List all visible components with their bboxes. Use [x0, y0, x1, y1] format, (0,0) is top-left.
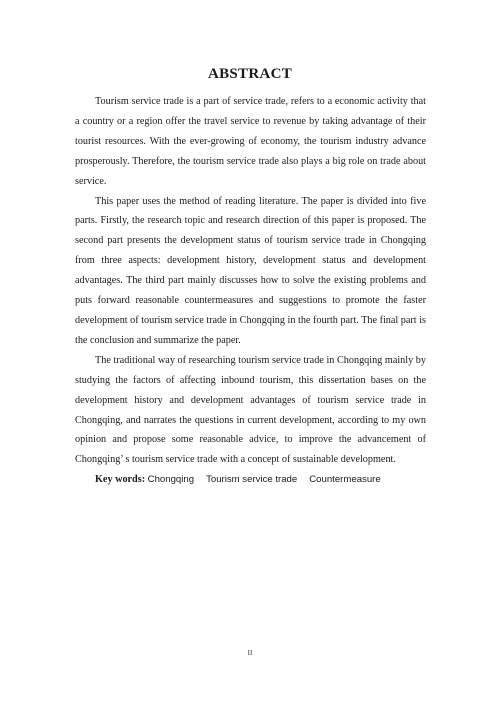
keywords-label: Key words: [95, 474, 146, 486]
keyword-item: Chongqing [147, 474, 195, 486]
abstract-title: ABSTRACT [207, 66, 293, 82]
abstract-paragraph-2: This paper uses the method of reading literature. The paper is divided into five parts. Firstly, the research topic and research direction of this paper is proposed. The second part presents the development status of tourism service trade in Chongqing from three aspects: development history, development status and development advantages. The third part mainly discusses how to solve the existing problems and puts forward reasonable countermeasures and suggestions to promote the faster development of tourism service trade in Chongqing in the fourth part. The final part is the conclusion and summarize the paper. [75, 195, 426, 346]
page-number: II [247, 649, 253, 657]
keyword-item: Tourism service trade [206, 474, 298, 486]
abstract-paragraph-3: The traditional way of researching tourism service trade in Chongqing mainly by studying the factors of affecting inbound tourism, this dissertation bases on the development history and development advantages of tourism service trade in Chongqing, and narrates the questions in current development, according to my own opinion and propose some reasonable advice, to improve the advancement of Chongqing’ s tourism service trade with a concept of sustainable development. [75, 354, 426, 466]
abstract-paragraph-1: Tourism service trade is a part of service trade, refers to a economic activity that a country or a region offer the travel service to revenue by taking advantage of their tourist resources. With the ever-growing of economy, the tourism industry advance prosperously. Therefore, the tourism service trade also plays a big role on trade about service. [75, 96, 426, 187]
abstract-body [75, 92, 426, 490]
keywords-line [75, 470, 426, 490]
keyword-item: Countermeasure [309, 474, 381, 486]
